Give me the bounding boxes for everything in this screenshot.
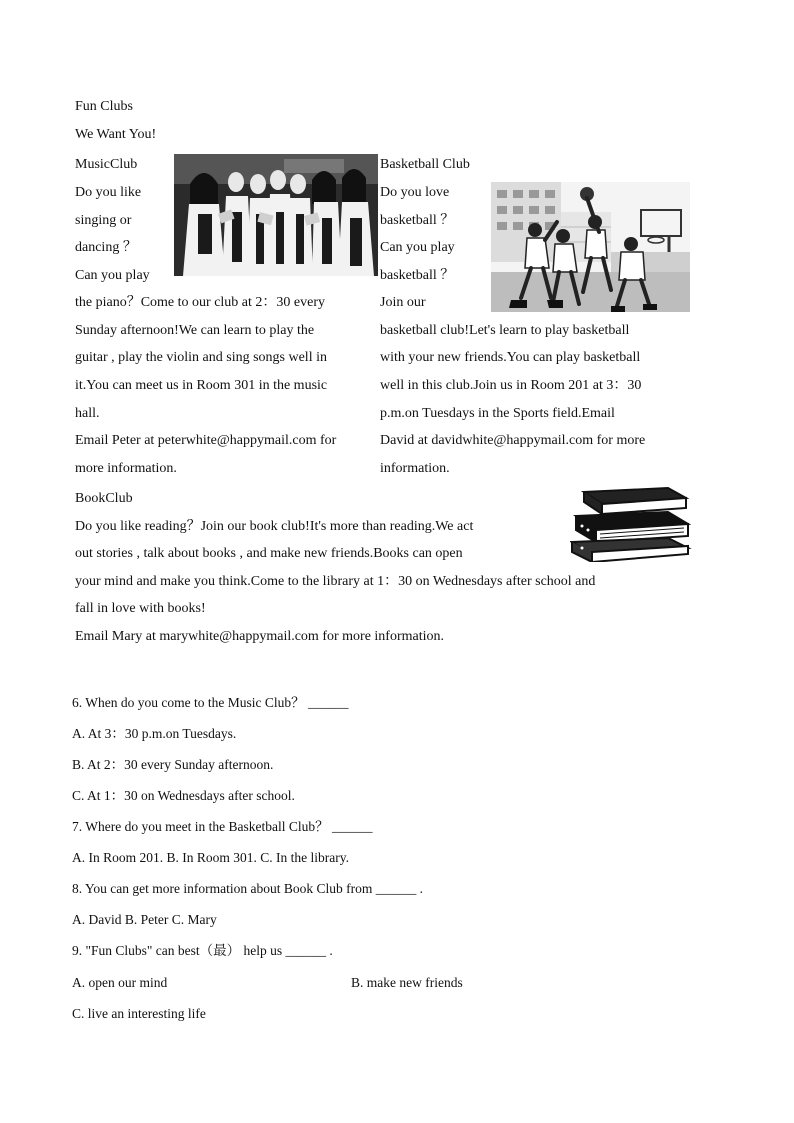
page-title: Fun Clubs (75, 99, 133, 114)
music-club-photo (174, 154, 378, 276)
question-9: 9. "Fun Clubs" can best（最） help us ______ . (72, 943, 333, 958)
music-club-line: Do you like (75, 185, 142, 200)
book-club-line: Email Mary at marywhite@happymail.com for more information. (75, 629, 445, 644)
book-club-line: fall in love with books! (75, 601, 206, 616)
music-club-line: dancing ？ (75, 240, 137, 255)
music-club-line: hall. (75, 406, 100, 421)
page-subtitle: We Want You! (75, 127, 157, 142)
basketball-club-line: information. (380, 461, 450, 476)
basketball-club-line: Can you play (380, 240, 455, 255)
question-6: 6. When do you come to the Music Club？ ______ (72, 695, 349, 710)
music-club-heading: MusicClub (75, 157, 138, 172)
basketball-club-photo (491, 182, 690, 312)
question-9-option-a: A. open our mind (72, 975, 168, 990)
basketball-club-line: basketball ？ (380, 213, 455, 228)
question-9-option-b: B. make new friends (351, 975, 463, 990)
music-club-line: the piano？Come to our club at 2：30 every (75, 295, 325, 310)
basketball-club-heading: Basketball Club (380, 157, 470, 172)
music-club-line: it.You can meet us in Room 301 in the music (75, 378, 328, 393)
basketball-club-line: basketball ？ (380, 268, 455, 283)
question-7: 7. Where do you meet in the Basketball Club？ ______ (72, 819, 373, 834)
basketball-club-line: David at davidwhite@happymail.com for more (380, 433, 646, 448)
music-club-line: more information. (75, 461, 177, 476)
music-club-line: singing or (75, 213, 132, 228)
basketball-club-line: Join our (380, 295, 426, 310)
music-club-line: Can you play (75, 268, 150, 283)
music-club-line: Sunday afternoon!We can learn to play the (75, 323, 315, 338)
question-7-options: A. In Room 201. B. In Room 301. C. In the library. (72, 850, 349, 865)
book-club-heading: BookClub (75, 491, 133, 506)
music-club-line: Email Peter at peterwhite@happymail.com for (75, 433, 337, 448)
question-8-options: A. David B. Peter C. Mary (72, 912, 217, 927)
question-8: 8. You can get more information about Book Club from ______ . (72, 881, 423, 896)
music-club-line: guitar , play the violin and sing songs well in (75, 350, 327, 365)
book-club-line: your mind and make you think.Come to the library at 1：30 on Wednesdays after school and (75, 574, 596, 589)
question-6-option-c: C. At 1：30 on Wednesdays after school. (72, 788, 295, 803)
basketball-club-line: Do you love (380, 185, 450, 200)
basketball-club-line: with your new friends.You can play basketball (380, 350, 641, 365)
basketball-club-line: well in this club.Join us in Room 201 at 3：30 (380, 378, 642, 393)
basketball-club-line: p.m.on Tuesdays in the Sports field.Email (380, 406, 615, 421)
question-6-option-a: A. At 3：30 p.m.on Tuesdays. (72, 726, 237, 741)
books-illustration (570, 486, 692, 562)
question-9-option-c: C. live an interesting life (72, 1006, 206, 1021)
book-club-line: Do you like reading？Join our book club!It's more than reading.We act (75, 519, 474, 534)
question-6-option-b: B. At 2：30 every Sunday afternoon. (72, 757, 274, 772)
basketball-club-line: basketball club!Let's learn to play basketball (380, 323, 630, 338)
book-club-line: out stories , talk about books , and make new friends.Books can open (75, 546, 463, 561)
